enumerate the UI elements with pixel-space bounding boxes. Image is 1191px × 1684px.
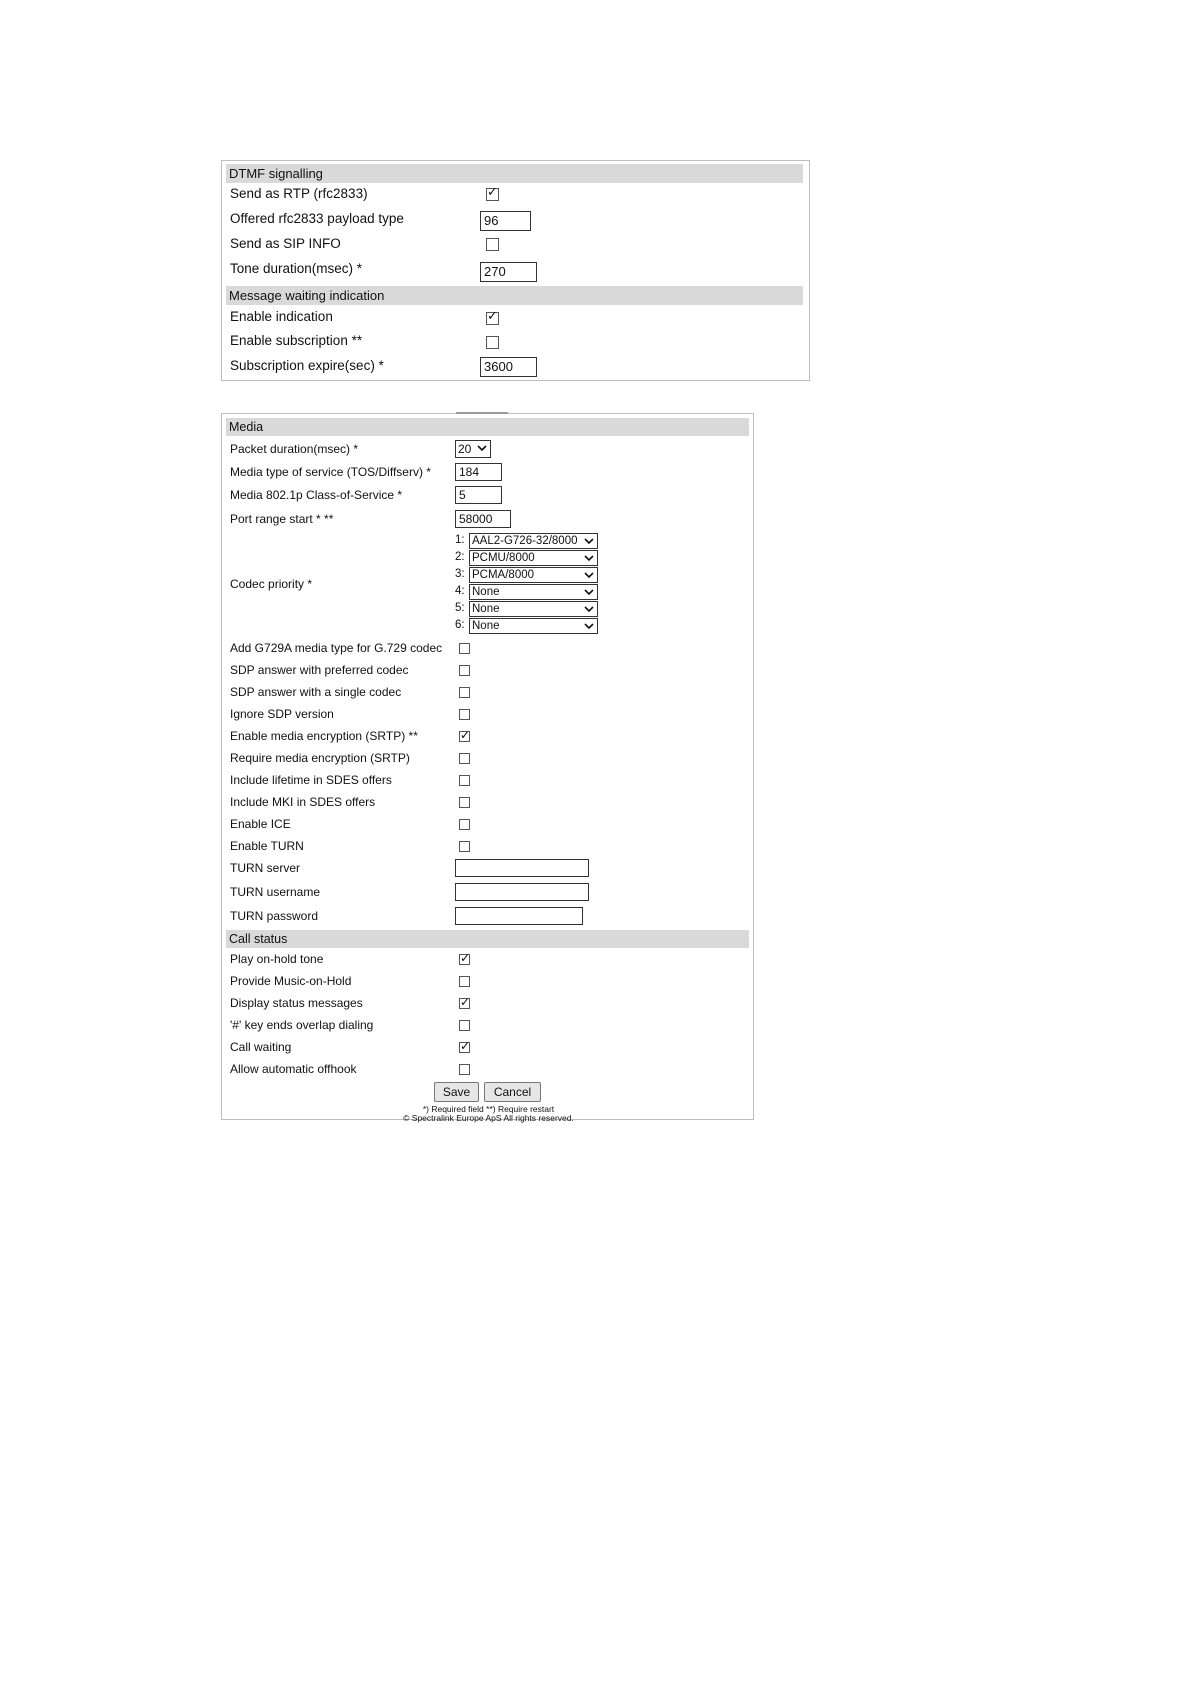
hash-key-label: '#' key ends overlap dialing: [230, 1018, 374, 1032]
check-icon: ✓: [460, 728, 471, 742]
enable-ice-checkbox[interactable]: [459, 819, 470, 830]
codec-value: PCMA/8000: [472, 569, 535, 581]
enable-indication-label: Enable indication: [230, 309, 333, 324]
codec-priority-number: 1:: [455, 534, 465, 546]
packet-duration-label: Packet duration(msec) *: [230, 442, 359, 456]
check-icon: ✓: [460, 951, 471, 965]
automatic-offhook-label: Allow automatic offhook: [230, 1062, 357, 1076]
sdp-single-codec-label: SDP answer with a single codec: [230, 685, 402, 699]
enable-srtp-checkbox[interactable]: [459, 728, 471, 742]
codec-priority-select[interactable]: [469, 567, 598, 583]
codec-priority-select[interactable]: [469, 618, 598, 634]
sdp-preferred-codec-label: SDP answer with preferred codec: [230, 663, 409, 677]
codec-priority-select[interactable]: [469, 533, 598, 549]
port-range-label: Port range start * **: [230, 512, 334, 526]
codec-value: None: [472, 586, 500, 598]
enable-subscription-label: Enable subscription **: [230, 333, 363, 348]
codec-priority-select[interactable]: [469, 584, 598, 600]
cancel-button[interactable]: Cancel: [484, 1082, 541, 1102]
ignore-sdp-version-checkbox[interactable]: [459, 709, 470, 720]
add-g729a-checkbox[interactable]: [459, 643, 470, 654]
subscription-expire-label: Subscription expire(sec) *: [230, 358, 384, 373]
codec-priority-number: 2:: [455, 551, 465, 563]
include-lifetime-label: Include lifetime in SDES offers: [230, 773, 392, 787]
divider: [456, 412, 508, 414]
tone-duration-input[interactable]: 270: [480, 262, 537, 282]
sip-info-checkbox[interactable]: [486, 238, 499, 251]
chevron-down-icon: [583, 585, 595, 599]
turn-username-input[interactable]: [455, 883, 589, 901]
include-lifetime-checkbox[interactable]: [459, 775, 470, 786]
send-rtp-label: Send as RTP (rfc2833): [230, 186, 368, 201]
call-waiting-label: Call waiting: [230, 1040, 292, 1054]
packet-duration-value: 20: [458, 442, 472, 456]
payload-type-label: Offered rfc2833 payload type: [230, 211, 404, 226]
required-field-note: *) Required field **) Require restart: [422, 1104, 555, 1114]
enable-indication-checkbox[interactable]: [486, 309, 499, 325]
enable-srtp-label: Enable media encryption (SRTP) **: [230, 729, 418, 743]
dtmf-section-header: DTMF signalling: [226, 164, 803, 183]
turn-server-input[interactable]: [455, 859, 589, 877]
enable-turn-checkbox[interactable]: [459, 841, 470, 852]
chevron-down-icon: [583, 568, 595, 582]
codec-value: None: [472, 603, 500, 615]
codec-priority-number: 4:: [455, 585, 465, 597]
automatic-offhook-checkbox[interactable]: [459, 1064, 470, 1075]
require-srtp-checkbox[interactable]: [459, 753, 470, 764]
play-onhold-tone-checkbox[interactable]: [459, 951, 471, 965]
play-onhold-tone-label: Play on-hold tone: [230, 952, 324, 966]
sdp-single-codec-checkbox[interactable]: [459, 687, 470, 698]
hash-key-checkbox[interactable]: [459, 1020, 470, 1031]
codec-value: AAL2-G726-32/8000: [472, 535, 578, 547]
media-call-panel: [221, 413, 754, 1123]
chevron-down-icon: [583, 619, 595, 633]
port-range-input[interactable]: 58000: [455, 510, 511, 528]
call-waiting-checkbox[interactable]: [459, 1039, 471, 1053]
sdp-preferred-codec-checkbox[interactable]: [459, 665, 470, 676]
codec-priority-number: 6:: [455, 619, 465, 631]
codec-priority-select[interactable]: [469, 601, 598, 617]
save-button[interactable]: Save: [434, 1082, 479, 1102]
tos-label: Media type of service (TOS/Diffserv) *: [230, 465, 431, 479]
music-on-hold-checkbox[interactable]: [459, 976, 470, 987]
media-section-header: Media: [226, 418, 749, 436]
enable-subscription-checkbox[interactable]: [486, 336, 499, 349]
turn-username-label: TURN username: [230, 885, 321, 899]
tone-duration-label: Tone duration(msec) *: [230, 261, 363, 276]
turn-password-input[interactable]: [455, 907, 583, 925]
codec-priority-select[interactable]: [469, 550, 598, 566]
codec-priority-label: Codec priority *: [230, 577, 313, 591]
cos-label: Media 802.1p Class-of-Service *: [230, 488, 403, 502]
send-rtp-checkbox[interactable]: [486, 185, 499, 201]
display-status-messages-label: Display status messages: [230, 996, 363, 1010]
codec-value: None: [472, 620, 500, 632]
call-status-section-header: Call status: [226, 930, 749, 948]
mwi-section-header: Message waiting indication: [226, 286, 803, 305]
check-icon: ✓: [487, 185, 498, 200]
check-icon: ✓: [487, 309, 498, 324]
check-icon: ✓: [460, 995, 471, 1009]
display-status-messages-checkbox[interactable]: [459, 995, 471, 1009]
enable-ice-label: Enable ICE: [230, 817, 291, 831]
subscription-expire-input[interactable]: 3600: [480, 357, 537, 377]
chevron-down-icon: [583, 534, 595, 548]
add-g729a-label: Add G729A media type for G.729 codec: [230, 641, 443, 655]
require-srtp-label: Require media encryption (SRTP): [230, 751, 410, 765]
turn-password-label: TURN password: [230, 909, 319, 923]
codec-value: PCMU/8000: [472, 552, 535, 564]
sip-info-label: Send as SIP INFO: [230, 236, 341, 251]
tos-input[interactable]: 184: [455, 463, 502, 481]
check-icon: ✓: [460, 1039, 471, 1053]
turn-server-label: TURN server: [230, 861, 301, 875]
codec-priority-number: 5:: [455, 602, 465, 614]
dtmf-mwi-panel: [221, 160, 810, 381]
codec-priority-number: 3:: [455, 568, 465, 580]
enable-turn-label: Enable TURN: [230, 839, 304, 853]
packet-duration-select[interactable]: [455, 440, 491, 458]
payload-type-input[interactable]: 96: [480, 211, 531, 231]
chevron-down-icon: [583, 551, 595, 565]
chevron-down-icon: [583, 602, 595, 616]
cos-input[interactable]: 5: [455, 486, 502, 504]
copyright-text: © Spectralink Europe ApS All rights reserved.: [403, 1113, 574, 1123]
include-mki-checkbox[interactable]: [459, 797, 470, 808]
include-mki-label: Include MKI in SDES offers: [230, 795, 376, 809]
chevron-down-icon: [476, 441, 488, 455]
music-on-hold-label: Provide Music-on-Hold: [230, 974, 352, 988]
ignore-sdp-version-label: Ignore SDP version: [230, 707, 334, 721]
